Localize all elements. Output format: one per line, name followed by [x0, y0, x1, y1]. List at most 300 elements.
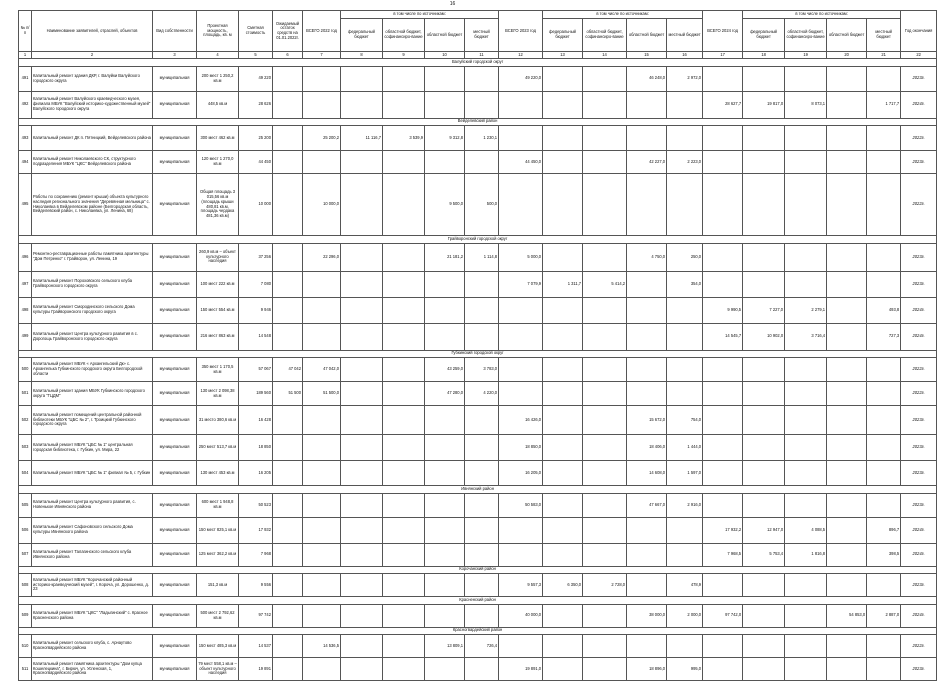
cell-local-2022 [465, 461, 499, 486]
cell-federal-2024: 5 753,4 [743, 543, 785, 566]
cell-estimate-cost: 50 523 [239, 493, 273, 517]
column-number: 5 [239, 52, 273, 59]
district-heading-row [19, 566, 937, 574]
cell-row-number: 503 [19, 435, 32, 461]
cell-regional-cofin-2022 [383, 174, 425, 236]
col-header-regional-2023: областной бюджет [627, 19, 667, 52]
cell-regional-2022 [425, 297, 465, 323]
district-name: Красненский район [19, 597, 937, 605]
cell-total-2022: 10 000,0 [303, 174, 341, 236]
cell-capacity: 216 мест 863 кв.м [197, 323, 239, 350]
cell-regional-cofin-2022 [383, 358, 425, 382]
cell-regional-cofin-2023 [583, 493, 627, 517]
cell-federal-2022 [341, 461, 383, 486]
cell-regional-cofin-2022 [383, 517, 425, 543]
cell-federal-2023 [543, 297, 583, 323]
cell-ownership: муниципальная [153, 574, 197, 597]
cell-capacity: 130 мест 2 098,38 кв.м [197, 382, 239, 406]
col-header-regional-2024: областной бюджет [827, 19, 867, 52]
cell-remaining-funds [273, 151, 303, 174]
cell-regional-cofin-2023 [583, 66, 627, 91]
cell-regional-cofin-2024: 4 088,5 [785, 517, 827, 543]
cell-object-name: Работы по сохранению (ремонт крыши) объекта культурного наследия регионального значения "Деревянная мельница" с. Николаевка в Вейделевском районе (Белгородская область, Вейделевский район, с. Николаевка, ул. Ленина, 68) [32, 174, 153, 236]
cell-regional-cofin-2024: 1 816,8 [785, 543, 827, 566]
cell-regional-cofin-2022 [383, 493, 425, 517]
cell-total-2022 [303, 66, 341, 91]
cell-local-2024 [867, 126, 901, 151]
cell-local-2023: 1 597,0 [667, 461, 703, 486]
cell-final-year: 2023г. [901, 435, 937, 461]
column-number: 4 [197, 52, 239, 59]
cell-local-2023: 2 223,0 [667, 151, 703, 174]
district-name: Ивнянский район [19, 486, 937, 494]
cell-remaining-funds [273, 493, 303, 517]
table-row [19, 635, 937, 658]
cell-capacity: 79 мест 558,1 кв.м – объект культурного наследия [197, 658, 239, 681]
cell-capacity: 250 мест 513,7 кв.м [197, 435, 239, 461]
cell-federal-2023 [543, 174, 583, 236]
cell-ownership: муниципальная [153, 435, 197, 461]
cell-regional-2022: 43 259,0 [425, 358, 465, 382]
cell-regional-cofin-2022 [383, 151, 425, 174]
col-header-cofin-2023: областной бюджет, софинансиро-вание [583, 19, 627, 52]
cell-local-2024 [867, 271, 901, 297]
cell-object-name: Капитальный ремонт помещений центральной районной библиотеки МБУК "ЦБС № 2", г. Троицкий Губкинского городского округа [32, 406, 153, 435]
cell-local-2022 [465, 604, 499, 627]
cell-regional-2024 [827, 382, 867, 406]
cell-estimate-cost: 189 560 [239, 382, 273, 406]
column-number: 11 [465, 52, 499, 59]
cell-federal-2023 [543, 126, 583, 151]
cell-total-2024: 97 742,0 [703, 604, 743, 627]
column-number: 12 [499, 52, 543, 59]
cell-federal-2023 [543, 66, 583, 91]
cell-total-2022: 51 500,0 [303, 382, 341, 406]
cell-regional-cofin-2024 [785, 174, 827, 236]
cell-regional-cofin-2024 [785, 493, 827, 517]
cell-total-2022 [303, 151, 341, 174]
cell-regional-cofin-2022 [383, 406, 425, 435]
cell-total-2023 [499, 126, 543, 151]
cell-total-2023: 7 079,9 [499, 271, 543, 297]
table-row [19, 604, 937, 627]
district-heading-row [19, 597, 937, 605]
col-header-local-2022: местный бюджет [465, 19, 499, 52]
column-number: 7 [303, 52, 341, 59]
cell-regional-cofin-2024 [785, 243, 827, 271]
cell-local-2023 [667, 358, 703, 382]
cell-local-2023: 995,0 [667, 658, 703, 681]
cell-estimate-cost: 7 080 [239, 271, 273, 297]
cell-remaining-funds [273, 126, 303, 151]
cell-estimate-cost: 14 537 [239, 635, 273, 658]
cell-row-number: 509 [19, 604, 32, 627]
cell-final-year: 2023г. [901, 66, 937, 91]
cell-regional-2024 [827, 435, 867, 461]
cell-federal-2022 [341, 243, 383, 271]
cell-estimate-cost: 28 626 [239, 91, 273, 118]
district-heading-row [19, 486, 937, 494]
cell-row-number: 497 [19, 271, 32, 297]
cell-ownership: муниципальная [153, 151, 197, 174]
cell-federal-2022 [341, 574, 383, 597]
cell-total-2023: 49 220,0 [499, 66, 543, 91]
cell-regional-2024 [827, 461, 867, 486]
cell-regional-cofin-2023 [583, 604, 627, 627]
cell-local-2022 [465, 323, 499, 350]
cell-ownership: муниципальная [153, 297, 197, 323]
district-name: Красногвардейский район [19, 627, 937, 635]
cell-capacity: 600 мест 1 948,8 кв.м [197, 493, 239, 517]
cell-total-2023: 44 450,0 [499, 151, 543, 174]
col-header-federal-2022: федеральный бюджет [341, 19, 383, 52]
cell-total-2023: 18 850,0 [499, 435, 543, 461]
cell-remaining-funds [273, 66, 303, 91]
cell-federal-2024 [743, 271, 785, 297]
cell-local-2023 [667, 297, 703, 323]
cell-final-year: 2022г. [901, 635, 937, 658]
cell-regional-2023 [627, 358, 667, 382]
cell-regional-cofin-2022 [383, 297, 425, 323]
district-heading-row [19, 118, 937, 126]
cell-local-2022 [465, 91, 499, 118]
cell-row-number: 492 [19, 91, 32, 118]
cell-row-number: 511 [19, 658, 32, 681]
cell-total-2023 [499, 635, 543, 658]
cell-ownership: муниципальная [153, 517, 197, 543]
column-number: 15 [627, 52, 667, 59]
cell-total-2023: 16 426,0 [499, 406, 543, 435]
column-number-row [19, 52, 937, 59]
cell-row-number: 491 [19, 66, 32, 91]
cell-ownership: муниципальная [153, 66, 197, 91]
cell-object-name: Капитальный ремонт МБУК "Корочанский районный историко-краеведческий музей", г. Короча, ул. Дорошенко, д. 23 [32, 574, 153, 597]
cell-federal-2024: 19 817,0 [743, 91, 785, 118]
cell-regional-2022 [425, 543, 465, 566]
cell-local-2024 [867, 406, 901, 435]
cell-federal-2022 [341, 271, 383, 297]
cell-total-2023: 16 205,0 [499, 461, 543, 486]
cell-regional-2023: 38 000,0 [627, 604, 667, 627]
cell-local-2024 [867, 66, 901, 91]
cell-regional-2024 [827, 574, 867, 597]
cell-object-name: Капитальный ремонт Смородинского сельского Дома культуры Грайворонского городского округа [32, 297, 153, 323]
cell-federal-2024 [743, 126, 785, 151]
cell-regional-2024 [827, 66, 867, 91]
cell-federal-2023 [543, 517, 583, 543]
cell-federal-2022: 11 116,7 [341, 126, 383, 151]
cell-remaining-funds [273, 297, 303, 323]
cell-total-2024: 7 968,5 [703, 543, 743, 566]
cell-total-2024 [703, 66, 743, 91]
col-header-cofin-2022: областной бюджет, софинансиро-вание [383, 19, 425, 52]
col-header-sources-2023: в том числе по источникам: [543, 11, 703, 19]
cell-total-2024: 28 627,7 [703, 91, 743, 118]
cell-regional-2024 [827, 174, 867, 236]
cell-ownership: муниципальная [153, 543, 197, 566]
cell-local-2022 [465, 493, 499, 517]
cell-object-name: Ремонтно-реставрационные работы памятника архитектуры "Дом Петренко" г. Грайворон, ул. Ленина, 19 [32, 243, 153, 271]
cell-federal-2022 [341, 151, 383, 174]
cell-row-number: 493 [19, 126, 32, 151]
cell-regional-2022 [425, 574, 465, 597]
cell-local-2023 [667, 126, 703, 151]
cell-remaining-funds [273, 174, 303, 236]
column-number: 22 [901, 52, 937, 59]
cell-row-number: 502 [19, 406, 32, 435]
cell-regional-2022: 21 181,2 [425, 243, 465, 271]
cell-object-name: Капитальный ремонт Центра культурного развития в с. Дорогощь Грайворонского городского округа [32, 323, 153, 350]
col-header-estimate: Сметная стоимость [239, 11, 273, 52]
district-name: Вейделевский район [19, 118, 937, 126]
cell-estimate-cost: 49 220 [239, 66, 273, 91]
col-header-federal-2023: федеральный бюджет [543, 19, 583, 52]
cell-federal-2024 [743, 604, 785, 627]
cell-total-2024 [703, 574, 743, 597]
cell-final-year: 2024г. [901, 297, 937, 323]
cell-local-2024: 727,3 [867, 323, 901, 350]
cell-row-number: 508 [19, 574, 32, 597]
cell-estimate-cost: 9 946 [239, 297, 273, 323]
cell-local-2023: 478,9 [667, 574, 703, 597]
column-number: 9 [383, 52, 425, 59]
cell-capacity: 125 мест 362,2 кв.м [197, 543, 239, 566]
cell-regional-cofin-2024: 2 279,1 [785, 297, 827, 323]
cell-regional-cofin-2022 [383, 382, 425, 406]
cell-federal-2023 [543, 323, 583, 350]
cell-regional-cofin-2022 [383, 658, 425, 681]
column-number: 6 [273, 52, 303, 59]
cell-total-2023 [499, 297, 543, 323]
column-number: 1 [19, 52, 32, 59]
page-number: 16 [449, 1, 456, 7]
cell-local-2024 [867, 435, 901, 461]
cell-capacity: 448,5 кв.м [197, 91, 239, 118]
cell-row-number: 498 [19, 297, 32, 323]
cell-object-name: Капитальный ремонт Талагинского сельского клуба Ивнянского района [32, 543, 153, 566]
cell-federal-2022 [341, 323, 383, 350]
cell-row-number: 501 [19, 382, 32, 406]
cell-row-number: 500 [19, 358, 32, 382]
cell-regional-2024 [827, 243, 867, 271]
cell-federal-2022 [341, 358, 383, 382]
col-header-total-2023: ВСЕГО 2023 год [499, 11, 543, 52]
cell-local-2022 [465, 574, 499, 597]
cell-estimate-cost: 17 932 [239, 517, 273, 543]
cell-federal-2023 [543, 635, 583, 658]
district-name: Валуйский городской округ [19, 59, 937, 67]
cell-capacity: 31 место 380,6 кв.м [197, 406, 239, 435]
cell-regional-cofin-2023 [583, 461, 627, 486]
cell-regional-2024 [827, 658, 867, 681]
cell-regional-cofin-2022 [383, 543, 425, 566]
col-header-local-2023: местный бюджет [667, 19, 703, 52]
cell-regional-cofin-2024 [785, 635, 827, 658]
cell-local-2023: 250,0 [667, 243, 703, 271]
cell-estimate-cost: 57 067 [239, 358, 273, 382]
cell-regional-2023 [627, 517, 667, 543]
cell-federal-2022 [341, 517, 383, 543]
cell-federal-2023 [543, 604, 583, 627]
col-header-ownership: Вид собственности [153, 11, 197, 52]
cell-federal-2023 [543, 382, 583, 406]
cell-regional-2024: 54 853,0 [827, 604, 867, 627]
cell-federal-2022 [341, 435, 383, 461]
cell-remaining-funds: 47 042 [273, 358, 303, 382]
cell-federal-2023 [543, 151, 583, 174]
cell-regional-cofin-2023 [583, 297, 627, 323]
cell-object-name: Капитальный ремонт Валуйского краеведческого музея, филиала МБУК "Валуйский историко-художественный музей" Валуйского городского округа [32, 91, 153, 118]
cell-total-2022 [303, 323, 341, 350]
cell-federal-2024 [743, 435, 785, 461]
cell-regional-2024 [827, 517, 867, 543]
cell-ownership: муниципальная [153, 91, 197, 118]
cell-federal-2024 [743, 151, 785, 174]
cell-regional-2023: 47 667,0 [627, 493, 667, 517]
cell-regional-cofin-2024: 3 716,4 [785, 323, 827, 350]
cell-object-name: Капитальный ремонт Пороховского сельского клуба Грайворонского городского округа [32, 271, 153, 297]
table-row [19, 658, 937, 681]
cell-regional-cofin-2023: 5 414,2 [583, 271, 627, 297]
cell-object-name: Капитальный ремонт ДК п. Пятницкий, Вейделевского района [32, 126, 153, 151]
cell-remaining-funds [273, 574, 303, 597]
cell-federal-2024: 7 227,0 [743, 297, 785, 323]
cell-row-number: 504 [19, 461, 32, 486]
cell-row-number: 510 [19, 635, 32, 658]
cell-total-2022 [303, 658, 341, 681]
cell-federal-2024: 12 947,0 [743, 517, 785, 543]
cell-total-2023 [499, 91, 543, 118]
cell-local-2022 [465, 297, 499, 323]
cell-capacity: 500 мест 2 792,62 кв.м [197, 604, 239, 627]
cell-final-year: 2023г. [901, 574, 937, 597]
cell-ownership: муниципальная [153, 126, 197, 151]
cell-total-2022 [303, 271, 341, 297]
cell-regional-2023 [627, 543, 667, 566]
cell-estimate-cost: 9 556 [239, 574, 273, 597]
cell-federal-2023 [543, 543, 583, 566]
cell-total-2023: 40 000,0 [499, 604, 543, 627]
cell-regional-cofin-2022 [383, 604, 425, 627]
cell-regional-cofin-2023 [583, 635, 627, 658]
cell-regional-cofin-2024 [785, 658, 827, 681]
cell-capacity: 151,3 кв.м [197, 574, 239, 597]
cell-regional-2022 [425, 323, 465, 350]
cell-final-year: 2023г. [901, 461, 937, 486]
cell-local-2024 [867, 635, 901, 658]
cell-total-2023 [499, 323, 543, 350]
cell-regional-2022 [425, 517, 465, 543]
cell-regional-cofin-2024 [785, 126, 827, 151]
cell-row-number: 499 [19, 323, 32, 350]
cell-row-number: 507 [19, 543, 32, 566]
cell-regional-2023 [627, 271, 667, 297]
cell-regional-2022 [425, 493, 465, 517]
cell-final-year: 2023г. [901, 151, 937, 174]
cell-federal-2024 [743, 382, 785, 406]
cell-regional-cofin-2023 [583, 406, 627, 435]
cell-capacity: 150 мест 554 кв.м [197, 297, 239, 323]
table-row [19, 543, 937, 566]
cell-estimate-cost: 18 850 [239, 435, 273, 461]
cell-total-2024 [703, 658, 743, 681]
table-row [19, 271, 937, 297]
cell-capacity: 130 мест 453 кв.м [197, 461, 239, 486]
cell-local-2022: 4 220,0 [465, 382, 499, 406]
cell-regional-2022 [425, 91, 465, 118]
cell-local-2023 [667, 91, 703, 118]
cell-total-2024 [703, 406, 743, 435]
table-row [19, 382, 937, 406]
cell-final-year: 2023г. [901, 406, 937, 435]
cell-final-year: 2023г. [901, 658, 937, 681]
col-header-no: № п/п [19, 11, 32, 52]
cell-regional-2023: 15 672,0 [627, 406, 667, 435]
cell-local-2024 [867, 574, 901, 597]
cell-estimate-cost: 44 450 [239, 151, 273, 174]
cell-ownership: муниципальная [153, 382, 197, 406]
cell-federal-2022 [341, 604, 383, 627]
cell-regional-2024 [827, 323, 867, 350]
cell-capacity: 300 мест 462 кв.м [197, 126, 239, 151]
cell-total-2022: 22 296,0 [303, 243, 341, 271]
cell-capacity: 150 мест 485,3 кв.м [197, 635, 239, 658]
col-header-local-2024: местный бюджет [867, 19, 901, 52]
cell-regional-2022 [425, 271, 465, 297]
cell-local-2024 [867, 382, 901, 406]
table-row [19, 435, 937, 461]
table-row [19, 151, 937, 174]
cell-total-2024 [703, 493, 743, 517]
cell-regional-cofin-2023 [583, 174, 627, 236]
cell-remaining-funds [273, 543, 303, 566]
cell-local-2022 [465, 658, 499, 681]
cell-regional-cofin-2023 [583, 517, 627, 543]
cell-local-2024 [867, 243, 901, 271]
cell-regional-cofin-2023 [583, 382, 627, 406]
column-number: 17 [703, 52, 743, 59]
cell-regional-2024 [827, 493, 867, 517]
column-number: 21 [867, 52, 901, 59]
cell-local-2022 [465, 66, 499, 91]
cell-total-2022 [303, 435, 341, 461]
cell-regional-2022: 9 500,0 [425, 174, 465, 236]
cell-regional-2022: 47 280,0 [425, 382, 465, 406]
cell-federal-2024 [743, 493, 785, 517]
cell-total-2022 [303, 543, 341, 566]
cell-total-2022 [303, 574, 341, 597]
cell-total-2024: 14 545,7 [703, 323, 743, 350]
cell-total-2024 [703, 461, 743, 486]
cell-federal-2022 [341, 66, 383, 91]
cell-total-2022: 14 536,5 [303, 635, 341, 658]
cell-final-year: 2022г. [901, 358, 937, 382]
cell-federal-2022 [341, 91, 383, 118]
cell-federal-2024 [743, 574, 785, 597]
cell-local-2022: 500,0 [465, 174, 499, 236]
cell-regional-cofin-2024 [785, 271, 827, 297]
cell-row-number: 495 [19, 174, 32, 236]
cell-federal-2022 [341, 635, 383, 658]
cell-regional-cofin-2024 [785, 406, 827, 435]
cell-local-2022 [465, 435, 499, 461]
cell-row-number: 496 [19, 243, 32, 271]
column-number: 20 [827, 52, 867, 59]
cell-remaining-funds [273, 271, 303, 297]
cell-total-2023: 50 583,0 [499, 493, 543, 517]
table-row [19, 358, 937, 382]
cell-final-year: 2024г. [901, 323, 937, 350]
